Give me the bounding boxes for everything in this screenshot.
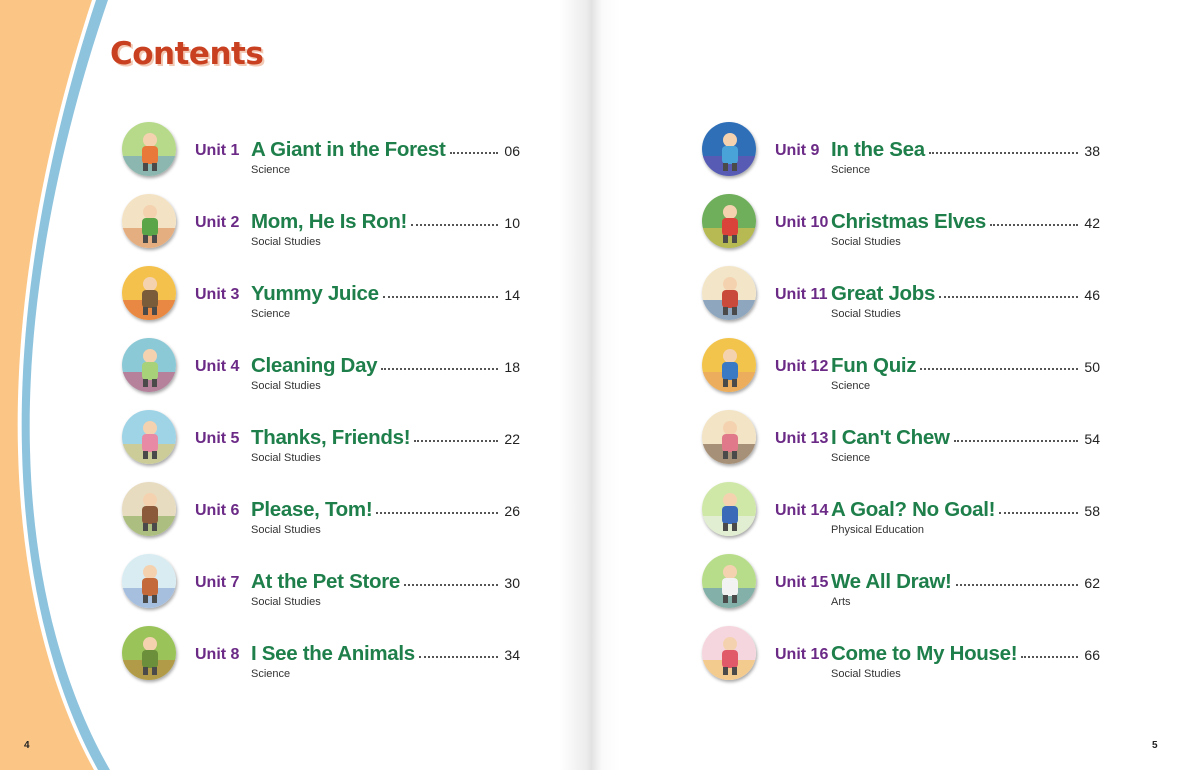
toc-item[interactable]	[122, 118, 542, 190]
dot-leader	[450, 152, 498, 154]
unit-title: Thanks, Friends!	[251, 426, 411, 449]
unit-page-number: 26	[504, 503, 520, 519]
unit-thumbnail	[122, 626, 176, 680]
decorative-side-band	[0, 0, 140, 770]
unit-subject: Social Studies	[251, 236, 321, 248]
unit-thumbnail	[122, 338, 176, 392]
unit-number: Unit 4	[195, 358, 240, 375]
unit-title: Yummy Juice	[251, 282, 379, 305]
unit-title-row	[251, 280, 520, 306]
dot-leader	[920, 368, 1078, 370]
toc-list-left	[122, 118, 542, 694]
unit-number: Unit 15	[775, 574, 829, 591]
toc-item[interactable]	[122, 550, 542, 622]
unit-title: I See the Animals	[251, 642, 415, 665]
unit-page-number: 62	[1084, 575, 1100, 591]
toc-item[interactable]	[702, 478, 1122, 550]
unit-subject: Physical Education	[831, 524, 924, 536]
unit-page-number: 66	[1084, 647, 1100, 663]
unit-subject: Social Studies	[251, 596, 321, 608]
unit-subject: Social Studies	[831, 236, 901, 248]
dot-leader	[404, 584, 498, 586]
unit-thumbnail	[122, 266, 176, 320]
toc-item[interactable]	[702, 262, 1122, 334]
toc-item[interactable]	[702, 550, 1122, 622]
unit-subject: Social Studies	[831, 668, 901, 680]
toc-item[interactable]	[122, 334, 542, 406]
unit-page-number: 42	[1084, 215, 1100, 231]
unit-number: Unit 14	[775, 502, 829, 519]
unit-title-row	[251, 352, 520, 378]
dot-leader	[954, 440, 1078, 442]
unit-title-row	[251, 208, 520, 234]
page-number-left: 4	[24, 740, 30, 751]
toc-item[interactable]	[122, 406, 542, 478]
unit-subject: Social Studies	[251, 380, 321, 392]
unit-title-row	[251, 568, 520, 594]
dot-leader	[939, 296, 1078, 298]
unit-page-number: 50	[1084, 359, 1100, 375]
toc-item[interactable]	[702, 334, 1122, 406]
unit-title: Please, Tom!	[251, 498, 373, 521]
toc-list-right	[702, 118, 1122, 694]
dot-leader	[999, 512, 1078, 514]
page-gutter	[560, 0, 620, 770]
dot-leader	[381, 368, 498, 370]
dot-leader	[929, 152, 1078, 154]
unit-thumbnail	[702, 626, 756, 680]
unit-title-row	[251, 496, 520, 522]
unit-number: Unit 1	[195, 142, 240, 159]
unit-title-row	[831, 568, 1100, 594]
dot-leader	[1021, 656, 1078, 658]
page-number-right: 5	[1152, 740, 1158, 751]
unit-number: Unit 16	[775, 646, 829, 663]
unit-title-row	[831, 136, 1100, 162]
unit-number: Unit 10	[775, 214, 829, 231]
toc-item[interactable]	[122, 478, 542, 550]
unit-subject: Social Studies	[831, 308, 901, 320]
unit-title-row	[831, 352, 1100, 378]
toc-item[interactable]	[122, 190, 542, 262]
toc-item[interactable]	[702, 406, 1122, 478]
unit-thumbnail	[122, 410, 176, 464]
unit-thumbnail	[702, 122, 756, 176]
toc-item[interactable]	[702, 190, 1122, 262]
unit-subject: Social Studies	[251, 524, 321, 536]
unit-thumbnail	[702, 194, 756, 248]
unit-subject: Science	[831, 452, 871, 464]
unit-page-number: 58	[1084, 503, 1100, 519]
unit-title: Great Jobs	[831, 282, 936, 305]
unit-title-row	[831, 208, 1100, 234]
unit-thumbnail	[702, 338, 756, 392]
unit-page-number: 38	[1084, 143, 1100, 159]
unit-title-row	[831, 496, 1100, 522]
unit-title: Come to My House!	[831, 642, 1018, 665]
dot-leader	[990, 224, 1078, 226]
unit-number: Unit 2	[195, 214, 240, 231]
unit-subject: Science	[831, 164, 871, 176]
toc-item[interactable]	[702, 118, 1122, 190]
unit-title-row	[831, 280, 1100, 306]
unit-thumbnail	[122, 554, 176, 608]
unit-title: At the Pet Store	[251, 570, 400, 593]
unit-title-row	[251, 136, 520, 162]
unit-subject: Science	[251, 668, 291, 680]
unit-page-number: 06	[504, 143, 520, 159]
dot-leader	[956, 584, 1078, 586]
unit-title-row	[251, 640, 520, 666]
unit-page-number: 18	[504, 359, 520, 375]
unit-thumbnail	[702, 554, 756, 608]
unit-number: Unit 11	[775, 286, 828, 303]
unit-number: Unit 6	[195, 502, 240, 519]
unit-thumbnail	[122, 482, 176, 536]
dot-leader	[411, 224, 498, 226]
unit-page-number: 22	[504, 431, 520, 447]
unit-subject: Science	[251, 308, 291, 320]
unit-number: Unit 5	[195, 430, 240, 447]
unit-thumbnail	[702, 266, 756, 320]
unit-page-number: 14	[504, 287, 520, 303]
unit-number: Unit 9	[775, 142, 820, 159]
unit-page-number: 54	[1084, 431, 1100, 447]
dot-leader	[419, 656, 498, 658]
dot-leader	[414, 440, 498, 442]
unit-title: A Goal? No Goal!	[831, 498, 996, 521]
unit-thumbnail	[702, 482, 756, 536]
unit-subject: Science	[831, 380, 871, 392]
unit-number: Unit 13	[775, 430, 829, 447]
unit-number: Unit 8	[195, 646, 240, 663]
page-title: Contents	[110, 36, 264, 72]
unit-title: In the Sea	[831, 138, 925, 161]
unit-thumbnail	[122, 194, 176, 248]
dot-leader	[383, 296, 498, 298]
toc-item[interactable]	[122, 622, 542, 694]
unit-title-row	[831, 424, 1100, 450]
dot-leader	[376, 512, 498, 514]
unit-subject: Arts	[831, 596, 851, 608]
unit-title: Mom, He Is Ron!	[251, 210, 408, 233]
unit-page-number: 10	[504, 215, 520, 231]
unit-subject: Science	[251, 164, 291, 176]
unit-page-number: 34	[504, 647, 520, 663]
unit-number: Unit 3	[195, 286, 240, 303]
unit-number: Unit 7	[195, 574, 240, 591]
toc-item[interactable]	[702, 622, 1122, 694]
unit-title: We All Draw!	[831, 570, 952, 593]
unit-title: Cleaning Day	[251, 354, 378, 377]
unit-page-number: 30	[504, 575, 520, 591]
unit-title-row	[831, 640, 1100, 666]
toc-item[interactable]	[122, 262, 542, 334]
unit-title: Christmas Elves	[831, 210, 987, 233]
unit-title: Fun Quiz	[831, 354, 917, 377]
unit-thumbnail	[702, 410, 756, 464]
unit-page-number: 46	[1084, 287, 1100, 303]
unit-title-row	[251, 424, 520, 450]
unit-title: I Can't Chew	[831, 426, 950, 449]
unit-number: Unit 12	[775, 358, 829, 375]
unit-title: A Giant in the Forest	[251, 138, 446, 161]
unit-subject: Social Studies	[251, 452, 321, 464]
unit-thumbnail	[122, 122, 176, 176]
